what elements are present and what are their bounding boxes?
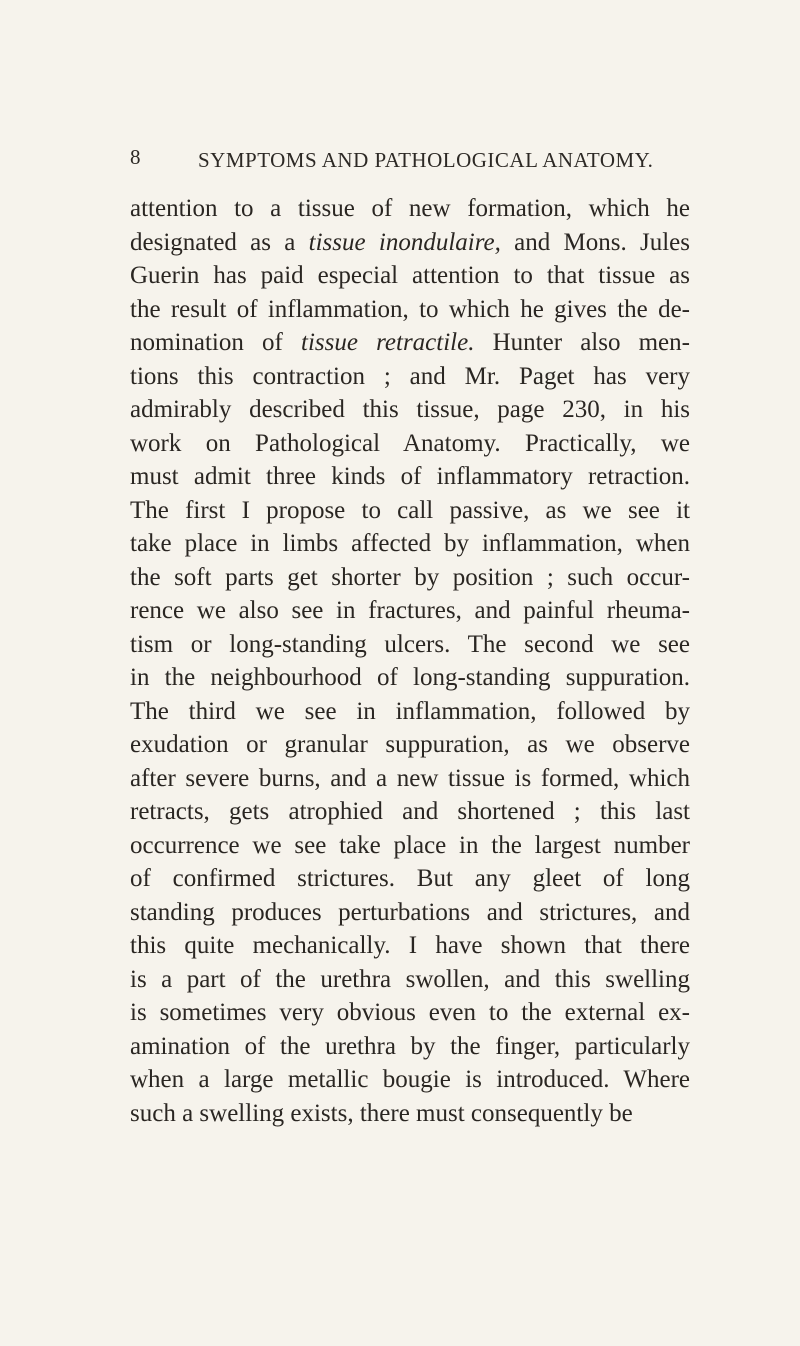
text-line: take place in limbs affected by inflammation, when <box>130 530 690 557</box>
text-line: The third we see in inflammation, followed by <box>130 697 690 725</box>
text-line: tism or long-standing ulcers. The second we see <box>130 630 690 658</box>
text-line: The first I propose to call passive, as we see it <box>130 496 690 524</box>
text-line: this quite mechanically. I have shown that there <box>130 932 690 959</box>
body-text <box>130 192 690 1130</box>
text-line-segment: and Mons. Jules <box>500 228 690 256</box>
text-line: amination of the urethra by the finger, particularly <box>130 1032 690 1060</box>
text-line <box>130 226 690 260</box>
text-line: of confirmed strictures. But any gleet of long <box>130 865 690 892</box>
text-line: admirably described this tissue, page 230, in his <box>130 396 690 423</box>
text-line <box>130 326 690 360</box>
text-line: such a swelling exists, there must consequently be <box>130 1099 633 1127</box>
text-line: retracts, gets atrophied and shortened ; this last <box>130 798 690 825</box>
page-header <box>130 145 690 179</box>
text-line: in the neighbourhood of long-standing suppuration. <box>130 664 690 691</box>
text-line-segment: Hunter also men- <box>474 329 690 356</box>
text-line: rence we also see in fractures, and painful rheuma- <box>130 597 690 624</box>
text-line: Guerin has paid especial attention to that tissue as <box>130 262 690 289</box>
text-line: exudation or granular suppuration, as we observe <box>130 731 690 758</box>
text-line: after severe burns, and a new tissue is formed, which <box>130 764 690 792</box>
text-line: the result of inflammation, to which he gives the de- <box>130 295 690 323</box>
text-line-segment: designated as a <box>130 228 309 256</box>
text-line: when a large metallic bougie is introduced. Where <box>130 1066 690 1093</box>
text-line: is a part of the urethra swollen, and this swelling <box>130 965 690 993</box>
text-line: attention to a tissue of new formation, which he <box>130 195 690 222</box>
text-line: tions this contraction ; and Mr. Paget has very <box>130 362 690 390</box>
text-line: the soft parts get shorter by position ; such occur- <box>130 563 690 591</box>
text-line: must admit three kinds of inflammatory retraction. <box>130 463 690 490</box>
italic-term: tissue retractile. <box>301 329 475 356</box>
text-line: is sometimes very obvious even to the external ex- <box>130 999 690 1026</box>
running-head: SYMPTOMS AND PATHOLOGICAL ANATOMY. <box>198 148 654 172</box>
text-line: occurrence we see take place in the largest number <box>130 831 690 859</box>
text-line: standing produces perturbations and strictures, and <box>130 898 690 926</box>
text-line-segment: nomination of <box>130 329 302 356</box>
italic-term: tissue inondulaire, <box>308 228 501 256</box>
page-number: 8 <box>130 145 141 169</box>
text-line: work on Pathological Anatomy. Practically, we <box>130 429 690 457</box>
